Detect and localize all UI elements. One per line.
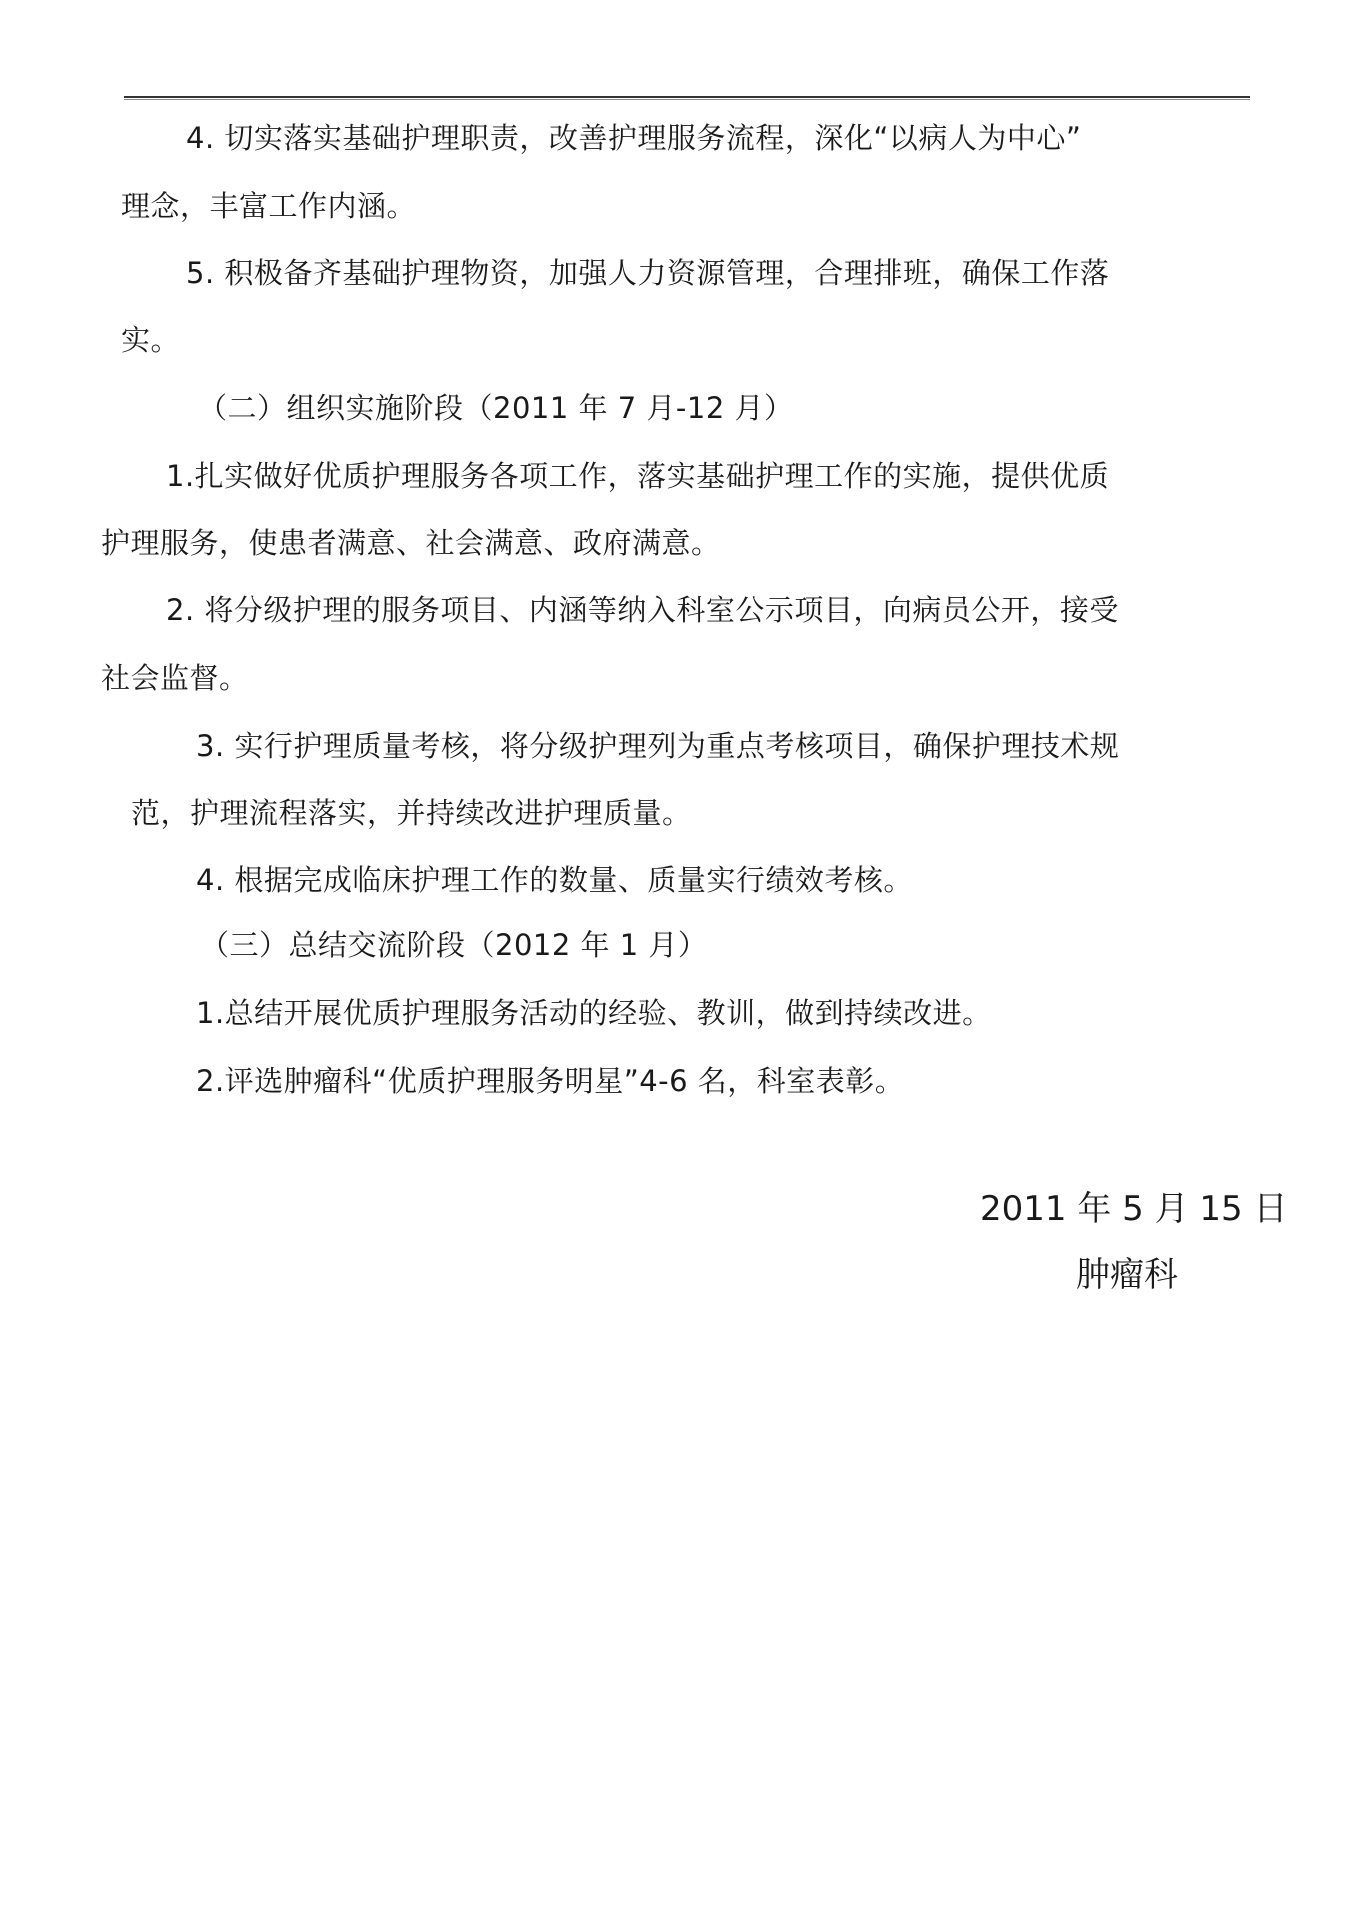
paragraph-line: 4. 切实落实基础护理职责，改善护理服务流程，深化“以病人为中心” (186, 121, 1082, 155)
paragraph-line: 5. 积极备齐基础护理物资，加强人力资源管理，合理排班，确保工作落 (186, 256, 1110, 290)
section-heading: （三）总结交流阶段（2012 年 1 月） (200, 928, 708, 962)
paragraph-line: 实。 (121, 323, 181, 357)
paragraph-line: 4. 根据完成临床护理工作的数量、质量实行绩效考核。 (196, 863, 913, 897)
paragraph-line: 范，护理流程落实，并持续改进护理质量。 (131, 796, 692, 830)
paragraph-line: 3. 实行护理质量考核，将分级护理列为重点考核项目，确保护理技术规 (196, 729, 1120, 763)
section-heading: （二）组织实施阶段（2011 年 7 月-12 月） (198, 391, 794, 425)
paragraph-line: 2.评选肿瘤科“优质护理服务明星”4-6 名，科室表彰。 (196, 1064, 905, 1098)
header-rule (124, 96, 1250, 100)
paragraph-line: 护理服务，使患者满意、社会满意、政府满意。 (101, 526, 721, 560)
paragraph-line: 社会监督。 (101, 661, 249, 695)
paragraph-line: 2. 将分级护理的服务项目、内涵等纳入科室公示项目，向病员公开，接受 (166, 593, 1119, 627)
signature-date: 2011 年 5 月 15 日 (980, 1189, 1288, 1229)
paragraph-line: 1.总结开展优质护理服务活动的经验、教训，做到持续改进。 (196, 996, 992, 1030)
paragraph-line: 理念，丰富工作内涵。 (121, 189, 417, 223)
paragraph-line: 1.扎实做好优质护理服务各项工作，落实基础护理工作的实施，提供优质 (166, 459, 1110, 493)
signature-department: 肿瘤科 (1076, 1255, 1178, 1295)
